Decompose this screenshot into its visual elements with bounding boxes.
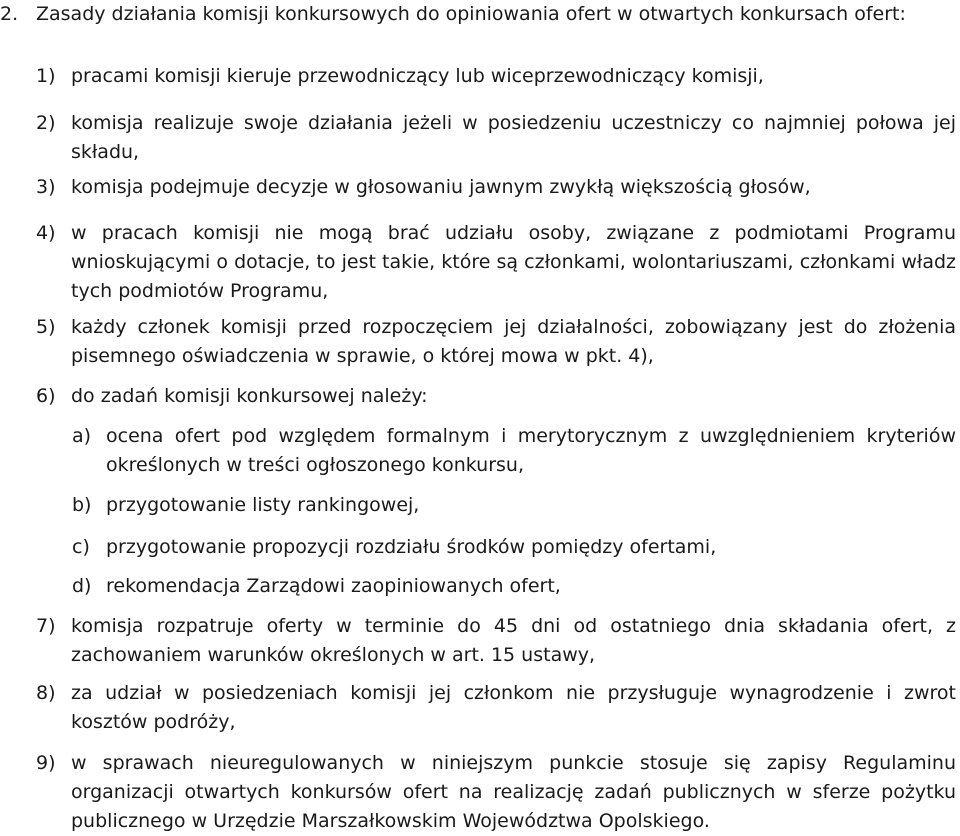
list-item-text: komisja podejmuje decyzje w głosowaniu jawnym zwykłą większością głosów, [71, 176, 811, 198]
list-item-number: 5) [36, 316, 56, 338]
sub-list-item [72, 491, 956, 520]
sub-list-item-text: przygotowanie listy rankingowej, [106, 494, 420, 516]
sub-list-item-text: rekomendacja Zarządowi zaopiniowanych ofert, [106, 575, 561, 597]
section-heading [0, 0, 952, 29]
list-item-text: w sprawach nieuregulowanych w niniejszym punkcie stosuje się zapisy Regulaminu organizacji otwartych konkursów ofert na realizację zadań publicznych w sferze pożytku publicznego w Urzędzie Marszałkowskim Województwa Opolskiego. [71, 752, 956, 832]
list-item-text: komisja rozpatruje oferty w terminie do 45 dni od ostatniego dnia składania ofert, z zachowaniem warunków określonych w art. 15 ustawy, [71, 615, 956, 666]
section-title: Zasady działania komisji konkursowych do opiniowania ofert w otwartych konkursach ofert: [36, 3, 906, 25]
list-item-text: za udział w posiedzeniach komisji jej członkom nie przysługuje wynagrodzenie i zwrot kosztów podróży, [71, 682, 956, 733]
list-item-text: komisja realizuje swoje działania jeżeli w posiedzeniu uczestniczy co najmniej połowa jej składu, [71, 112, 956, 163]
list-item-text: do zadań komisji konkursowej należy: [71, 385, 428, 407]
sub-list-item-letter: c) [72, 536, 90, 558]
list-item-text: pracami komisji kieruje przewodniczący lub wiceprzewodniczący komisji, [71, 65, 764, 87]
sub-list-item-letter: b) [72, 494, 92, 516]
sub-list-item [72, 422, 956, 480]
sub-list-item-text: przygotowanie propozycji rozdziału środków pomiędzy ofertami, [106, 536, 717, 558]
list-item-number: 2) [36, 112, 56, 134]
list-item-number: 8) [36, 682, 56, 704]
list-item [36, 173, 956, 202]
list-item [36, 612, 956, 670]
list-item-number: 1) [36, 65, 56, 87]
list-item [36, 109, 956, 167]
list-item-text: każdy członek komisji przed rozpoczęciem jej działalności, zobowiązany jest do złożenia pisemnego oświadczenia w sprawie, o której mowa w pkt. 4), [71, 316, 956, 367]
list-item-text: w pracach komisji nie mogą brać udziału osoby, związane z podmiotami Programu wnioskującymi o dotacje, to jest takie, które są członkami, wolontariuszami, członkami władz tych podmiotów Programu, [71, 222, 956, 302]
sub-list-item [72, 572, 956, 601]
sub-list-item-text: ocena ofert pod względem formalnym i merytorycznym z uwzględnieniem kryteriów określonych w treści ogłoszonego konkursu, [106, 425, 956, 476]
list-item [36, 313, 956, 371]
sub-list-item-letter: d) [72, 575, 92, 597]
list-item [36, 382, 956, 411]
list-item-number: 6) [36, 385, 56, 407]
sub-list-item [72, 533, 956, 562]
list-item [36, 679, 956, 737]
list-item-number: 7) [36, 615, 56, 637]
list-item [36, 219, 956, 306]
sub-list-item-letter: a) [72, 425, 92, 447]
list-item [36, 62, 956, 91]
list-item [36, 749, 956, 836]
list-item-number: 4) [36, 222, 56, 244]
list-item-number: 3) [36, 176, 56, 198]
list-item-number: 9) [36, 752, 56, 774]
section-number: 2. [0, 3, 19, 25]
